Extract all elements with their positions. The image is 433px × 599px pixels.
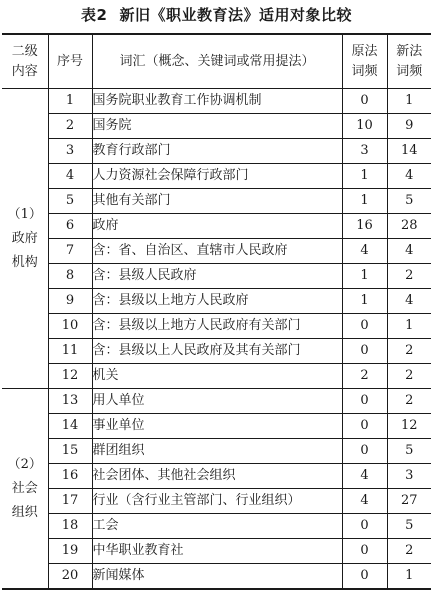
table-row (2, 139, 431, 164)
row-new-frequency-cell: 2 (387, 339, 431, 364)
table-row (2, 339, 431, 364)
header-index: 序号 (48, 34, 92, 89)
row-index-cell: 6 (48, 214, 92, 239)
row-new-frequency-cell: 4 (387, 289, 431, 314)
table-row (2, 214, 431, 239)
group-label-line: 社会 (11, 480, 38, 496)
row-old-frequency-cell: 0 (342, 389, 387, 414)
row-new-frequency-cell: 1 (387, 314, 431, 339)
row-term-cell: 含：省、自治区、直辖市人民政府 (92, 239, 342, 264)
row-term-cell: 教育行政部门 (92, 139, 342, 164)
row-new-frequency-cell: 5 (387, 439, 431, 464)
row-index-cell: 20 (48, 564, 92, 590)
row-old-frequency-cell: 3 (342, 139, 387, 164)
header-old-frequency: 原法 词频 (342, 34, 387, 89)
row-index-cell: 17 (48, 489, 92, 514)
row-index-cell: 10 (48, 314, 92, 339)
header-category: 二级 内容 (2, 34, 48, 89)
row-old-frequency-cell: 4 (342, 464, 387, 489)
row-new-frequency-cell: 12 (387, 414, 431, 439)
row-term-cell: 机关 (92, 364, 342, 389)
row-new-frequency-cell: 3 (387, 464, 431, 489)
row-old-frequency-cell: 0 (342, 89, 387, 114)
row-term-cell: 新闻媒体 (92, 564, 342, 590)
row-index-cell: 11 (48, 339, 92, 364)
row-old-frequency-cell: 0 (342, 564, 387, 590)
group-category-cell (2, 89, 48, 389)
row-term-cell: 群团组织 (92, 439, 342, 464)
row-old-frequency-cell: 0 (342, 514, 387, 539)
row-index-cell: 3 (48, 139, 92, 164)
row-term-cell: 其他有关部门 (92, 189, 342, 214)
row-index-cell: 2 (48, 114, 92, 139)
table-row (2, 114, 431, 139)
row-new-frequency-cell: 14 (387, 139, 431, 164)
group-label-line: 机构 (11, 254, 38, 270)
row-new-frequency-cell: 2 (387, 389, 431, 414)
table-row (2, 364, 431, 389)
header-row (2, 34, 431, 89)
row-new-frequency-cell: 2 (387, 264, 431, 289)
header-new-frequency: 新法 词频 (387, 34, 431, 89)
row-old-frequency-cell: 0 (342, 414, 387, 439)
table-row (2, 239, 431, 264)
row-index-cell: 8 (48, 264, 92, 289)
table-row (2, 414, 431, 439)
row-index-cell: 7 (48, 239, 92, 264)
table-row (2, 264, 431, 289)
row-old-frequency-cell: 0 (342, 314, 387, 339)
table-number: 表2 (81, 6, 108, 24)
row-new-frequency-cell: 5 (387, 514, 431, 539)
table-title: 新旧《职业教育法》适用对象比较 (119, 6, 352, 24)
row-old-frequency-cell: 0 (342, 539, 387, 564)
row-term-cell: 国务院职业教育工作协调机制 (92, 89, 342, 114)
row-old-frequency-cell: 4 (342, 239, 387, 264)
row-index-cell: 1 (48, 89, 92, 114)
group-label-line: （1） (7, 206, 42, 222)
group-label-line: 政府 (11, 230, 38, 246)
row-old-frequency-cell: 1 (342, 164, 387, 189)
table-row (2, 464, 431, 489)
row-index-cell: 13 (48, 389, 92, 414)
table-row (2, 189, 431, 214)
table-row (2, 489, 431, 514)
table-row (2, 89, 431, 114)
row-index-cell: 19 (48, 539, 92, 564)
row-new-frequency-cell: 5 (387, 189, 431, 214)
row-index-cell: 16 (48, 464, 92, 489)
row-term-cell: 含：县级人民政府 (92, 264, 342, 289)
table-header (2, 34, 431, 89)
table-row (2, 514, 431, 539)
row-old-frequency-cell: 2 (342, 364, 387, 389)
row-new-frequency-cell: 9 (387, 114, 431, 139)
row-old-frequency-cell: 4 (342, 489, 387, 514)
row-term-cell: 中华职业教育社 (92, 539, 342, 564)
row-index-cell: 15 (48, 439, 92, 464)
row-new-frequency-cell: 28 (387, 214, 431, 239)
row-term-cell: 含：县级以上人民政府及其有关部门 (92, 339, 342, 364)
row-term-cell: 事业单位 (92, 414, 342, 439)
row-term-cell: 用人单位 (92, 389, 342, 414)
comparison-table (2, 33, 431, 590)
header-term: 词汇（概念、关键词或常用提法） (92, 34, 342, 89)
row-old-frequency-cell: 0 (342, 339, 387, 364)
row-term-cell: 政府 (92, 214, 342, 239)
row-old-frequency-cell: 0 (342, 439, 387, 464)
row-term-cell: 含：县级以上地方人民政府 (92, 289, 342, 314)
row-index-cell: 5 (48, 189, 92, 214)
row-old-frequency-cell: 1 (342, 289, 387, 314)
row-term-cell: 行业（含行业主管部门、行业组织） (92, 489, 342, 514)
row-old-frequency-cell: 10 (342, 114, 387, 139)
table-row (2, 164, 431, 189)
table-caption (0, 0, 433, 30)
row-term-cell: 工会 (92, 514, 342, 539)
row-term-cell: 含：县级以上地方人民政府有关部门 (92, 314, 342, 339)
group-label-line: 组织 (11, 504, 38, 520)
row-new-frequency-cell: 4 (387, 164, 431, 189)
row-new-frequency-cell: 1 (387, 89, 431, 114)
table-row (2, 314, 431, 339)
row-new-frequency-cell: 2 (387, 539, 431, 564)
table-row (2, 289, 431, 314)
row-term-cell: 社会团体、其他社会组织 (92, 464, 342, 489)
table-row (2, 389, 431, 414)
row-index-cell: 9 (48, 289, 92, 314)
table-row (2, 539, 431, 564)
row-index-cell: 14 (48, 414, 92, 439)
row-index-cell: 4 (48, 164, 92, 189)
table-row (2, 439, 431, 464)
row-old-frequency-cell: 1 (342, 189, 387, 214)
row-index-cell: 12 (48, 364, 92, 389)
row-old-frequency-cell: 1 (342, 264, 387, 289)
group-category-cell (2, 389, 48, 590)
row-new-frequency-cell: 27 (387, 489, 431, 514)
row-new-frequency-cell: 2 (387, 364, 431, 389)
row-new-frequency-cell: 4 (387, 239, 431, 264)
row-term-cell: 人力资源社会保障行政部门 (92, 164, 342, 189)
row-old-frequency-cell: 16 (342, 214, 387, 239)
group-label-line: （2） (7, 456, 42, 472)
table-body (2, 89, 431, 590)
table-row (2, 564, 431, 590)
row-term-cell: 国务院 (92, 114, 342, 139)
row-index-cell: 18 (48, 514, 92, 539)
row-new-frequency-cell: 1 (387, 564, 431, 590)
